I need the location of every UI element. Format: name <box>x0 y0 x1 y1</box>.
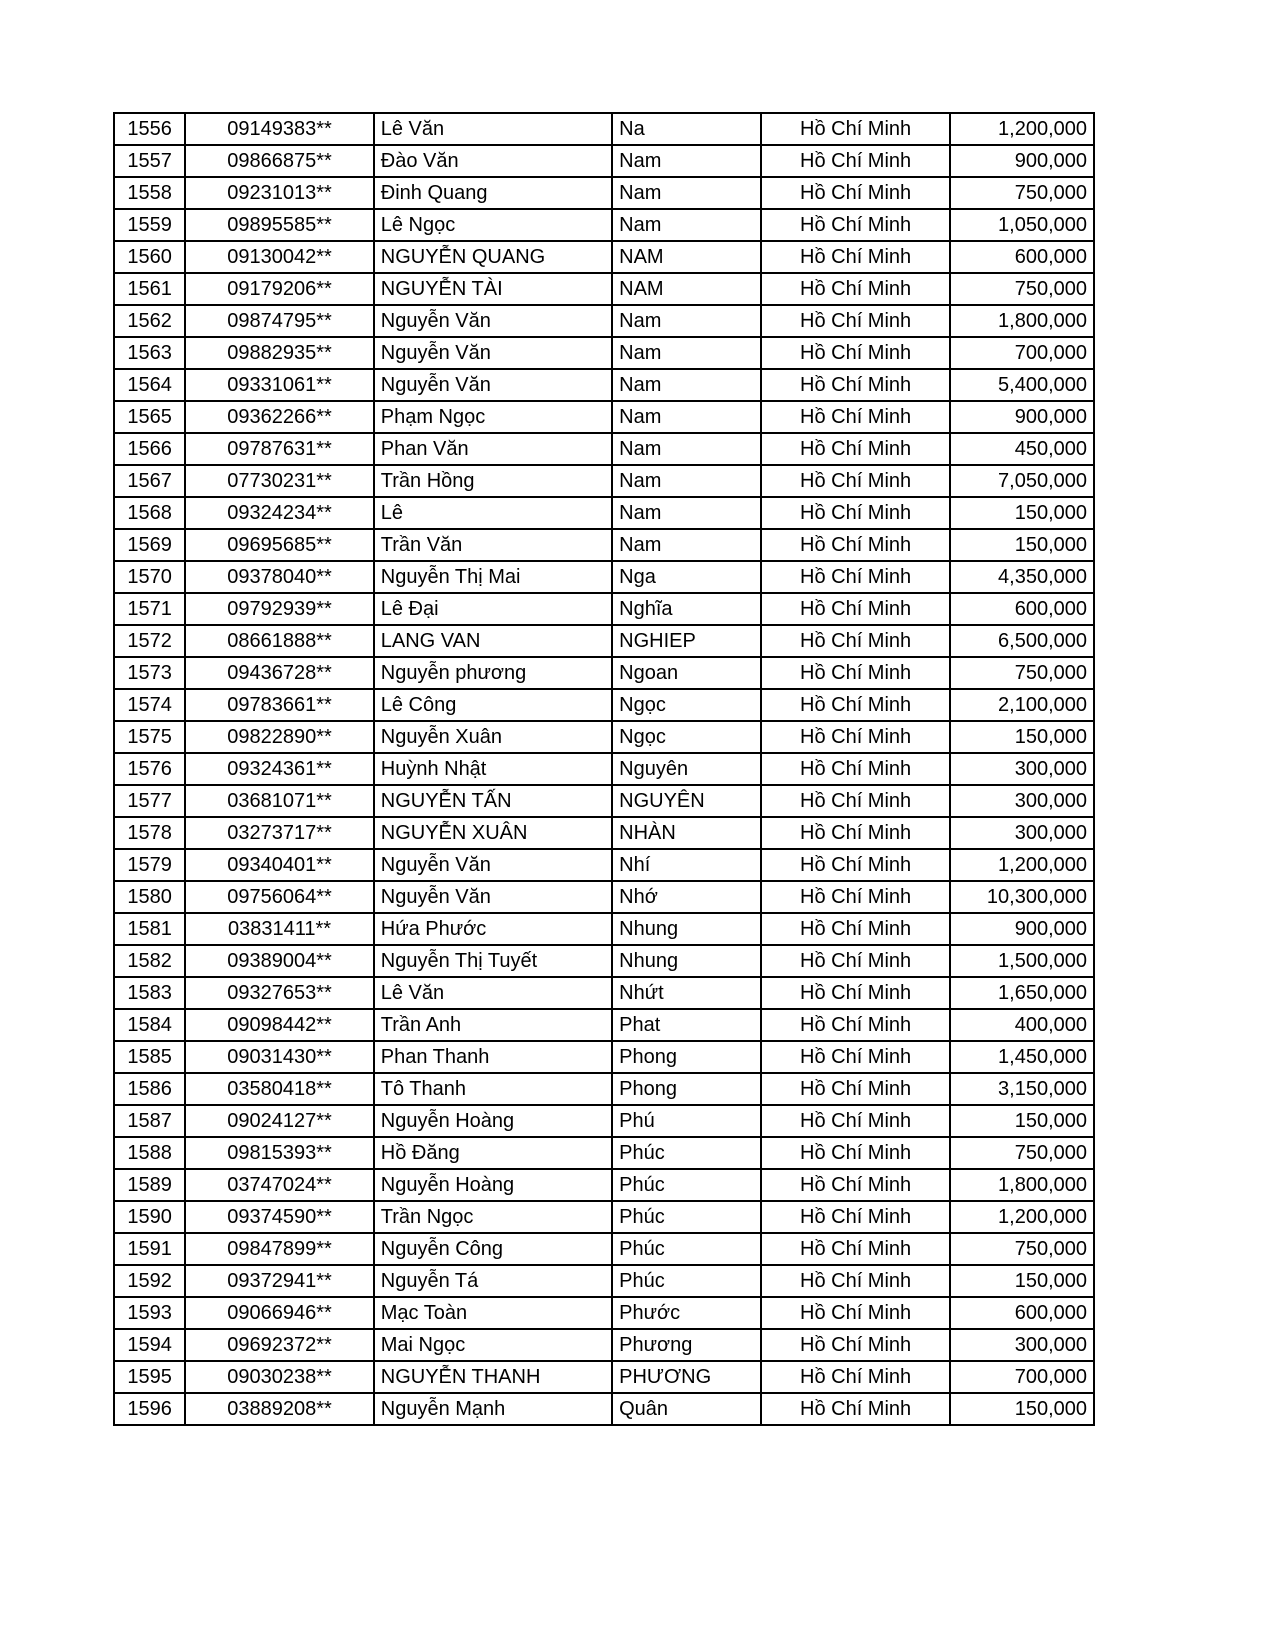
cell-amount: 750,000 <box>950 657 1094 689</box>
cell-last-middle-name: Phạm Ngọc <box>374 401 612 433</box>
cell-phone-number: 09695685** <box>185 529 373 561</box>
cell-phone-number: 09822890** <box>185 721 373 753</box>
cell-phone-number: 09231013** <box>185 177 373 209</box>
table-row <box>114 433 1094 465</box>
cell-first-name: Nhung <box>612 945 761 977</box>
cell-row-index: 1594 <box>114 1329 185 1361</box>
cell-amount: 5,400,000 <box>950 369 1094 401</box>
cell-amount: 150,000 <box>950 1105 1094 1137</box>
table-row <box>114 465 1094 497</box>
table-row <box>114 625 1094 657</box>
cell-first-name: Phúc <box>612 1265 761 1297</box>
cell-row-index: 1573 <box>114 657 185 689</box>
cell-phone-number: 09692372** <box>185 1329 373 1361</box>
cell-row-index: 1592 <box>114 1265 185 1297</box>
cell-last-middle-name: Nguyễn Tá <box>374 1265 612 1297</box>
cell-row-index: 1591 <box>114 1233 185 1265</box>
cell-row-index: 1578 <box>114 817 185 849</box>
table-row <box>114 1297 1094 1329</box>
table-row <box>114 1009 1094 1041</box>
cell-amount: 150,000 <box>950 529 1094 561</box>
cell-city: Hồ Chí Minh <box>761 1233 950 1265</box>
cell-first-name: NAM <box>612 241 761 273</box>
table-row <box>114 1169 1094 1201</box>
cell-last-middle-name: Mạc Toàn <box>374 1297 612 1329</box>
table-row <box>114 145 1094 177</box>
cell-row-index: 1576 <box>114 753 185 785</box>
table-row <box>114 305 1094 337</box>
table-row <box>114 721 1094 753</box>
cell-phone-number: 09874795** <box>185 305 373 337</box>
cell-first-name: Nam <box>612 369 761 401</box>
cell-city: Hồ Chí Minh <box>761 593 950 625</box>
cell-amount: 1,800,000 <box>950 305 1094 337</box>
cell-last-middle-name: Trần Anh <box>374 1009 612 1041</box>
cell-city: Hồ Chí Minh <box>761 625 950 657</box>
cell-phone-number: 09847899** <box>185 1233 373 1265</box>
cell-first-name: PHƯƠNG <box>612 1361 761 1393</box>
cell-phone-number: 03580418** <box>185 1073 373 1105</box>
cell-last-middle-name: Nguyễn Công <box>374 1233 612 1265</box>
cell-amount: 7,050,000 <box>950 465 1094 497</box>
cell-last-middle-name: NGUYỄN THANH <box>374 1361 612 1393</box>
cell-last-middle-name: Nguyễn Mạnh <box>374 1393 612 1425</box>
cell-first-name: Nhí <box>612 849 761 881</box>
cell-first-name: Nguyên <box>612 753 761 785</box>
cell-city: Hồ Chí Minh <box>761 241 950 273</box>
cell-amount: 1,050,000 <box>950 209 1094 241</box>
table-row <box>114 817 1094 849</box>
cell-first-name: Nam <box>612 337 761 369</box>
cell-amount: 300,000 <box>950 785 1094 817</box>
cell-row-index: 1579 <box>114 849 185 881</box>
table-row <box>114 1073 1094 1105</box>
cell-row-index: 1562 <box>114 305 185 337</box>
cell-last-middle-name: Trần Văn <box>374 529 612 561</box>
cell-amount: 750,000 <box>950 273 1094 305</box>
cell-amount: 400,000 <box>950 1009 1094 1041</box>
cell-first-name: Nhứt <box>612 977 761 1009</box>
cell-row-index: 1582 <box>114 945 185 977</box>
cell-first-name: Phong <box>612 1073 761 1105</box>
cell-city: Hồ Chí Minh <box>761 145 950 177</box>
table-row <box>114 1137 1094 1169</box>
cell-amount: 10,300,000 <box>950 881 1094 913</box>
cell-amount: 900,000 <box>950 401 1094 433</box>
cell-amount: 750,000 <box>950 1233 1094 1265</box>
cell-last-middle-name: Huỳnh Nhật <box>374 753 612 785</box>
cell-first-name: NHÀN <box>612 817 761 849</box>
cell-first-name: NGHIEP <box>612 625 761 657</box>
cell-last-middle-name: Đinh Quang <box>374 177 612 209</box>
cell-phone-number: 09792939** <box>185 593 373 625</box>
cell-amount: 600,000 <box>950 1297 1094 1329</box>
cell-city: Hồ Chí Minh <box>761 1137 950 1169</box>
cell-amount: 2,100,000 <box>950 689 1094 721</box>
cell-city: Hồ Chí Minh <box>761 1393 950 1425</box>
cell-first-name: Nam <box>612 401 761 433</box>
cell-phone-number: 09130042** <box>185 241 373 273</box>
cell-city: Hồ Chí Minh <box>761 657 950 689</box>
cell-row-index: 1561 <box>114 273 185 305</box>
cell-city: Hồ Chí Minh <box>761 785 950 817</box>
cell-last-middle-name: Nguyễn Văn <box>374 881 612 913</box>
cell-first-name: Phúc <box>612 1201 761 1233</box>
cell-city: Hồ Chí Minh <box>761 1201 950 1233</box>
cell-amount: 1,500,000 <box>950 945 1094 977</box>
cell-first-name: NAM <box>612 273 761 305</box>
cell-amount: 700,000 <box>950 1361 1094 1393</box>
cell-city: Hồ Chí Minh <box>761 1105 950 1137</box>
cell-phone-number: 09783661** <box>185 689 373 721</box>
cell-row-index: 1588 <box>114 1137 185 1169</box>
cell-phone-number: 09024127** <box>185 1105 373 1137</box>
cell-city: Hồ Chí Minh <box>761 689 950 721</box>
cell-city: Hồ Chí Minh <box>761 945 950 977</box>
cell-last-middle-name: Đào Văn <box>374 145 612 177</box>
cell-first-name: Phat <box>612 1009 761 1041</box>
cell-amount: 1,650,000 <box>950 977 1094 1009</box>
cell-city: Hồ Chí Minh <box>761 529 950 561</box>
cell-row-index: 1571 <box>114 593 185 625</box>
cell-city: Hồ Chí Minh <box>761 465 950 497</box>
cell-row-index: 1586 <box>114 1073 185 1105</box>
table-body <box>114 113 1094 1425</box>
cell-amount: 300,000 <box>950 753 1094 785</box>
table-row <box>114 913 1094 945</box>
cell-city: Hồ Chí Minh <box>761 881 950 913</box>
cell-city: Hồ Chí Minh <box>761 753 950 785</box>
cell-first-name: Phước <box>612 1297 761 1329</box>
cell-city: Hồ Chí Minh <box>761 1009 950 1041</box>
cell-row-index: 1557 <box>114 145 185 177</box>
cell-city: Hồ Chí Minh <box>761 849 950 881</box>
cell-first-name: Nhớ <box>612 881 761 913</box>
table-row <box>114 657 1094 689</box>
table-row <box>114 753 1094 785</box>
cell-row-index: 1570 <box>114 561 185 593</box>
cell-row-index: 1559 <box>114 209 185 241</box>
cell-amount: 1,200,000 <box>950 113 1094 145</box>
cell-last-middle-name: Lê Đại <box>374 593 612 625</box>
cell-row-index: 1590 <box>114 1201 185 1233</box>
cell-first-name: Quân <box>612 1393 761 1425</box>
cell-amount: 600,000 <box>950 241 1094 273</box>
cell-first-name: Nga <box>612 561 761 593</box>
cell-row-index: 1581 <box>114 913 185 945</box>
cell-first-name: Nam <box>612 497 761 529</box>
cell-last-middle-name: Nguyễn Hoàng <box>374 1105 612 1137</box>
cell-phone-number: 09756064** <box>185 881 373 913</box>
table-row <box>114 529 1094 561</box>
cell-amount: 450,000 <box>950 433 1094 465</box>
cell-first-name: NGUYÊN <box>612 785 761 817</box>
cell-row-index: 1574 <box>114 689 185 721</box>
cell-phone-number: 09895585** <box>185 209 373 241</box>
cell-phone-number: 03681071** <box>185 785 373 817</box>
table-row <box>114 273 1094 305</box>
cell-first-name: Nam <box>612 209 761 241</box>
table-row <box>114 113 1094 145</box>
cell-phone-number: 09815393** <box>185 1137 373 1169</box>
cell-last-middle-name: Nguyễn Thị Tuyết <box>374 945 612 977</box>
cell-row-index: 1569 <box>114 529 185 561</box>
cell-city: Hồ Chí Minh <box>761 177 950 209</box>
cell-first-name: Nam <box>612 305 761 337</box>
cell-amount: 6,500,000 <box>950 625 1094 657</box>
cell-phone-number: 09374590** <box>185 1201 373 1233</box>
cell-row-index: 1575 <box>114 721 185 753</box>
cell-first-name: Phong <box>612 1041 761 1073</box>
cell-city: Hồ Chí Minh <box>761 209 950 241</box>
cell-first-name: Nam <box>612 433 761 465</box>
cell-phone-number: 09149383** <box>185 113 373 145</box>
table-row <box>114 1265 1094 1297</box>
cell-city: Hồ Chí Minh <box>761 1265 950 1297</box>
cell-city: Hồ Chí Minh <box>761 1073 950 1105</box>
cell-amount: 750,000 <box>950 1137 1094 1169</box>
cell-row-index: 1584 <box>114 1009 185 1041</box>
table-row <box>114 977 1094 1009</box>
cell-city: Hồ Chí Minh <box>761 337 950 369</box>
cell-row-index: 1565 <box>114 401 185 433</box>
cell-last-middle-name: Nguyễn Văn <box>374 337 612 369</box>
cell-amount: 150,000 <box>950 1265 1094 1297</box>
cell-city: Hồ Chí Minh <box>761 113 950 145</box>
cell-row-index: 1564 <box>114 369 185 401</box>
cell-first-name: Phú <box>612 1105 761 1137</box>
cell-last-middle-name: Trần Ngọc <box>374 1201 612 1233</box>
cell-phone-number: 07730231** <box>185 465 373 497</box>
cell-last-middle-name: Nguyễn Hoàng <box>374 1169 612 1201</box>
cell-last-middle-name: Lê Ngọc <box>374 209 612 241</box>
cell-phone-number: 09787631** <box>185 433 373 465</box>
cell-last-middle-name: Nguyễn Văn <box>374 305 612 337</box>
table-row <box>114 1329 1094 1361</box>
cell-last-middle-name: LANG VAN <box>374 625 612 657</box>
cell-amount: 300,000 <box>950 1329 1094 1361</box>
cell-first-name: Phương <box>612 1329 761 1361</box>
table-row <box>114 177 1094 209</box>
cell-first-name: Nhung <box>612 913 761 945</box>
cell-phone-number: 09362266** <box>185 401 373 433</box>
table-row <box>114 337 1094 369</box>
table-row <box>114 945 1094 977</box>
table-row <box>114 241 1094 273</box>
cell-amount: 150,000 <box>950 497 1094 529</box>
cell-first-name: Nam <box>612 177 761 209</box>
cell-last-middle-name: Trần Hồng <box>374 465 612 497</box>
cell-city: Hồ Chí Minh <box>761 977 950 1009</box>
cell-row-index: 1560 <box>114 241 185 273</box>
cell-amount: 1,200,000 <box>950 849 1094 881</box>
cell-phone-number: 09331061** <box>185 369 373 401</box>
cell-phone-number: 09436728** <box>185 657 373 689</box>
table-row <box>114 689 1094 721</box>
cell-amount: 3,150,000 <box>950 1073 1094 1105</box>
cell-first-name: Nam <box>612 145 761 177</box>
cell-last-middle-name: NGUYỄN TẤN <box>374 785 612 817</box>
cell-row-index: 1577 <box>114 785 185 817</box>
cell-phone-number: 09340401** <box>185 849 373 881</box>
cell-row-index: 1566 <box>114 433 185 465</box>
cell-city: Hồ Chí Minh <box>761 1329 950 1361</box>
cell-last-middle-name: NGUYỄN XUÂN <box>374 817 612 849</box>
cell-city: Hồ Chí Minh <box>761 305 950 337</box>
cell-row-index: 1572 <box>114 625 185 657</box>
cell-phone-number: 09324361** <box>185 753 373 785</box>
cell-last-middle-name: NGUYỄN QUANG <box>374 241 612 273</box>
table-row <box>114 1361 1094 1393</box>
cell-last-middle-name: Nguyễn Văn <box>374 849 612 881</box>
table-row <box>114 593 1094 625</box>
cell-phone-number: 09866875** <box>185 145 373 177</box>
table-row <box>114 401 1094 433</box>
cell-amount: 900,000 <box>950 913 1094 945</box>
cell-phone-number: 03747024** <box>185 1169 373 1201</box>
cell-city: Hồ Chí Minh <box>761 273 950 305</box>
table-row <box>114 497 1094 529</box>
cell-phone-number: 09378040** <box>185 561 373 593</box>
cell-row-index: 1587 <box>114 1105 185 1137</box>
cell-last-middle-name: Lê <box>374 497 612 529</box>
cell-city: Hồ Chí Minh <box>761 561 950 593</box>
cell-amount: 900,000 <box>950 145 1094 177</box>
cell-last-middle-name: Phan Thanh <box>374 1041 612 1073</box>
cell-first-name: Ngọc <box>612 689 761 721</box>
cell-phone-number: 03889208** <box>185 1393 373 1425</box>
cell-row-index: 1580 <box>114 881 185 913</box>
cell-row-index: 1558 <box>114 177 185 209</box>
cell-city: Hồ Chí Minh <box>761 1361 950 1393</box>
cell-row-index: 1595 <box>114 1361 185 1393</box>
table-row <box>114 1105 1094 1137</box>
table-row <box>114 1041 1094 1073</box>
cell-last-middle-name: Nguyễn Văn <box>374 369 612 401</box>
cell-city: Hồ Chí Minh <box>761 369 950 401</box>
cell-city: Hồ Chí Minh <box>761 1297 950 1329</box>
cell-city: Hồ Chí Minh <box>761 433 950 465</box>
cell-city: Hồ Chí Minh <box>761 913 950 945</box>
cell-amount: 750,000 <box>950 177 1094 209</box>
cell-amount: 150,000 <box>950 1393 1094 1425</box>
cell-first-name: Nam <box>612 465 761 497</box>
cell-first-name: Na <box>612 113 761 145</box>
table-row <box>114 1233 1094 1265</box>
cell-amount: 150,000 <box>950 721 1094 753</box>
cell-row-index: 1563 <box>114 337 185 369</box>
cell-first-name: Phúc <box>612 1233 761 1265</box>
cell-amount: 300,000 <box>950 817 1094 849</box>
cell-last-middle-name: NGUYỄN TÀI <box>374 273 612 305</box>
cell-last-middle-name: Mai Ngọc <box>374 1329 612 1361</box>
cell-phone-number: 09031430** <box>185 1041 373 1073</box>
cell-amount: 600,000 <box>950 593 1094 625</box>
table-row <box>114 209 1094 241</box>
cell-phone-number: 03831411** <box>185 913 373 945</box>
cell-last-middle-name: Hứa Phước <box>374 913 612 945</box>
cell-first-name: Phúc <box>612 1137 761 1169</box>
cell-city: Hồ Chí Minh <box>761 1169 950 1201</box>
cell-amount: 1,800,000 <box>950 1169 1094 1201</box>
cell-last-middle-name: Phan Văn <box>374 433 612 465</box>
cell-phone-number: 03273717** <box>185 817 373 849</box>
table-row <box>114 561 1094 593</box>
cell-phone-number: 09066946** <box>185 1297 373 1329</box>
cell-phone-number: 09324234** <box>185 497 373 529</box>
recipient-table <box>113 112 1095 1426</box>
cell-phone-number: 09882935** <box>185 337 373 369</box>
cell-phone-number: 09030238** <box>185 1361 373 1393</box>
cell-amount: 4,350,000 <box>950 561 1094 593</box>
cell-last-middle-name: Lê Văn <box>374 977 612 1009</box>
cell-city: Hồ Chí Minh <box>761 721 950 753</box>
cell-phone-number: 09372941** <box>185 1265 373 1297</box>
cell-row-index: 1596 <box>114 1393 185 1425</box>
cell-last-middle-name: Lê Công <box>374 689 612 721</box>
table-row <box>114 849 1094 881</box>
cell-phone-number: 08661888** <box>185 625 373 657</box>
cell-last-middle-name: Nguyễn Xuân <box>374 721 612 753</box>
cell-row-index: 1585 <box>114 1041 185 1073</box>
cell-last-middle-name: Nguyễn phương <box>374 657 612 689</box>
cell-row-index: 1568 <box>114 497 185 529</box>
cell-amount: 700,000 <box>950 337 1094 369</box>
cell-city: Hồ Chí Minh <box>761 401 950 433</box>
cell-amount: 1,450,000 <box>950 1041 1094 1073</box>
table-row <box>114 785 1094 817</box>
cell-row-index: 1583 <box>114 977 185 1009</box>
cell-first-name: Ngoan <box>612 657 761 689</box>
table-row <box>114 1201 1094 1233</box>
cell-phone-number: 09098442** <box>185 1009 373 1041</box>
cell-last-middle-name: Nguyễn Thị Mai <box>374 561 612 593</box>
cell-last-middle-name: Hồ Đăng <box>374 1137 612 1169</box>
cell-row-index: 1589 <box>114 1169 185 1201</box>
cell-first-name: Nam <box>612 529 761 561</box>
cell-last-middle-name: Lê Văn <box>374 113 612 145</box>
cell-first-name: Ngọc <box>612 721 761 753</box>
cell-row-index: 1593 <box>114 1297 185 1329</box>
cell-city: Hồ Chí Minh <box>761 817 950 849</box>
cell-city: Hồ Chí Minh <box>761 497 950 529</box>
cell-last-middle-name: Tô Thanh <box>374 1073 612 1105</box>
cell-first-name: Nghĩa <box>612 593 761 625</box>
cell-amount: 1,200,000 <box>950 1201 1094 1233</box>
cell-phone-number: 09179206** <box>185 273 373 305</box>
cell-row-index: 1556 <box>114 113 185 145</box>
table-row <box>114 881 1094 913</box>
cell-phone-number: 09327653** <box>185 977 373 1009</box>
cell-city: Hồ Chí Minh <box>761 1041 950 1073</box>
cell-phone-number: 09389004** <box>185 945 373 977</box>
table-row <box>114 1393 1094 1425</box>
cell-row-index: 1567 <box>114 465 185 497</box>
cell-first-name: Phúc <box>612 1169 761 1201</box>
table-row <box>114 369 1094 401</box>
